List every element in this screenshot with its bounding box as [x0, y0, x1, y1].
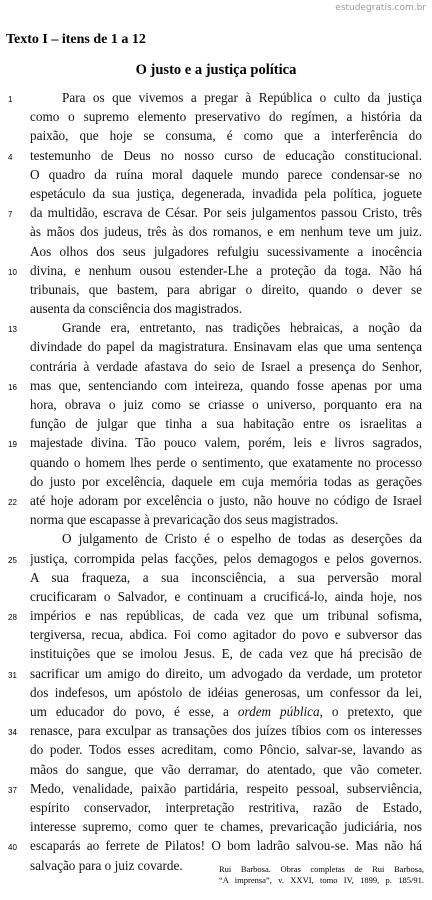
line-number: 10 [8, 267, 17, 277]
text-line [0, 644, 432, 663]
text-line [0, 261, 432, 280]
text-line [0, 357, 432, 376]
text-line [0, 299, 432, 318]
text-line [0, 88, 432, 107]
line-number: 1 [8, 95, 13, 104]
line-text: divindade do papel da magistratura. Ensinavam elas que uma sentença [30, 339, 422, 355]
line-text: Para os que vivemos a pregar à República o culto da justiça [62, 90, 422, 105]
line-text: da multidão, escrava de César. Por seis julgamentos passou Cristo, três [30, 205, 422, 221]
text-line [0, 606, 432, 625]
line-text: como o supremo elemento preservativo do regímen, a história da [30, 109, 422, 125]
text-line [0, 395, 432, 414]
line-text: um educador do povo, é esse, a ordem pública, o pretexto, que [30, 704, 422, 719]
line-text: O quadro da ruína moral daquele mundo parece condensar-se no [30, 166, 422, 182]
line-text: contrária à verdade afastava do seio de Israel a presença do Senhor, [30, 358, 422, 374]
line-number: 40 [8, 843, 17, 853]
line-text: A sua fraqueza, a sua inconsciência, a sua perversão moral [30, 569, 422, 585]
line-text: hora, obrava o juiz como se criasse o universo, porquanto era na [30, 397, 422, 412]
line-text: do poder. Todos esses acreditam, como Pôncio, salvar-se, lavando as [30, 742, 422, 758]
line-number: 4 [8, 152, 13, 162]
reference-line-1: Rui Barbosa. Obras completas de Rui Barbosa, [219, 864, 424, 874]
text-line [0, 107, 432, 126]
text-line [0, 433, 432, 452]
text-line [0, 146, 432, 165]
text-line [0, 203, 432, 222]
text-line [0, 242, 432, 261]
line-text: ausenta da consciência dos magistrados. [30, 301, 243, 317]
text-line [0, 453, 432, 472]
line-text: paixão, que hoje se consuma, é como que a interferência do [30, 128, 422, 144]
text-line [0, 568, 432, 587]
line-text: quando o homem lhes perde o sentimento, que exatamente no processo [30, 454, 422, 470]
line-text: Grande era, entretanto, nas tradições hebraicas, a noção da [62, 320, 422, 336]
text-line [0, 740, 432, 759]
line-text: até hoje adoram por excelência o justo, não houve no código de Israel [30, 492, 422, 508]
line-number: 19 [8, 440, 17, 450]
line-number: 16 [8, 382, 17, 392]
line-text: divina, e nenhum ousou estender-Lhe a proteção da toga. Não há [30, 262, 422, 278]
line-text: O julgamento de Cristo é o espelho de todas as deserções da [62, 531, 422, 547]
text-line [0, 760, 432, 779]
italic-phrase: ordem pública [237, 704, 320, 719]
line-text: mãos do sangue, que vão derramar, do atentado, que vão cometer. [30, 761, 422, 777]
text-line [0, 798, 432, 817]
text-line [0, 664, 432, 683]
line-text: renasce, para exculpar as transações dos juízes tíbios com os interesses [30, 723, 422, 739]
source-reference [219, 864, 424, 886]
line-text: Aos olhos dos seus julgadores refulgiu sucessivamente a inocência [30, 243, 422, 259]
line-text: sacrificar um amigo do direito, um advogado da verdade, um protetor [30, 665, 422, 681]
text-line [0, 472, 432, 491]
line-number: 34 [8, 728, 17, 738]
line-text: norma que escapasse à prevaricação dos seus magistrados. [30, 512, 339, 528]
line-text: tergiversa, recua, abdica. Foi como agitador do povo e subversor das [30, 627, 422, 643]
line-text: espírito conservador, interpretação restritiva, razão de Estado, [30, 799, 422, 815]
line-text: espetáculo da sua justiça, degenerada, invadida pela política, joguete [30, 185, 422, 201]
line-number: 25 [8, 555, 17, 565]
text-line [0, 549, 432, 568]
line-number: 13 [8, 325, 17, 335]
text-line [0, 184, 432, 203]
section-label: Texto I – itens de 1 a 12 [6, 32, 146, 47]
line-text: crucificaram o Salvador, e continuam a crucificá-lo, ainda hoje, nos [30, 588, 422, 604]
text-line [0, 721, 432, 740]
line-number: 37 [8, 785, 17, 795]
text-line [0, 222, 432, 241]
line-text: às mãos dos judeus, três às dos romanos, e em nenhum teve um juiz. [30, 224, 422, 240]
line-text: testemunho de Deus no nosso curso de educação constitucional. [30, 147, 422, 163]
text-line [0, 165, 432, 184]
text-line [0, 683, 432, 702]
text-line [0, 280, 432, 299]
line-number: 31 [8, 670, 17, 680]
text-line [0, 126, 432, 145]
text-line [0, 318, 432, 337]
text-line [0, 587, 432, 606]
line-text: salvação para o juiz covarde. [30, 857, 183, 873]
line-text: justiça, corrompida pelas facções, pelos demagogos e pelos governos. [30, 550, 422, 566]
line-text: do justo por excelência, daquele em cuja memória todas as gerações [30, 473, 422, 489]
line-text: impérios e nas repúblicas, de cada vez que um tribunal sofisma, [30, 608, 422, 624]
line-text: função de julgar que tinha a sua habitação entre os israelitas a [30, 416, 422, 432]
reference-line-2: “A imprensa”, v. XXVI, tomo IV, 1899, p. 185/91. [219, 875, 424, 885]
line-text: majestade divina. Tão pouco valem, porém, leis e livros sagrados, [30, 435, 422, 451]
line-text: mas que, sentenciando com inteireza, quando fosse apenas por uma [30, 377, 422, 393]
text-line [0, 702, 432, 721]
line-text: escaparás ao ferrete de Pilatos! O bom ladrão salvou-se. Mas não há [30, 838, 422, 854]
line-text: instituições que se imolou Jesus. E, de cada vez que há precisão de [30, 646, 422, 662]
line-text: dos indefesos, um apóstolo de idéias generosas, um confessor da lei, [30, 684, 422, 700]
line-text: Medo, venalidade, paixão partidária, respeito pessoal, subserviência, [30, 780, 422, 796]
text-body [0, 88, 432, 875]
text-line [0, 491, 432, 510]
text-title: O justo e a justiça política [135, 62, 297, 78]
text-line [0, 414, 432, 433]
text-line [0, 337, 432, 356]
line-text: tribunais, que bastem, para abrigar o direito, quando o dever se [30, 281, 422, 297]
text-line [0, 510, 432, 529]
line-text: interesse supremo, como quer te chames, prevaricação judiciária, nos [30, 819, 422, 835]
line-number: 22 [8, 497, 17, 507]
watermark: estudegratis.com.br [335, 3, 426, 13]
text-line [0, 836, 432, 855]
line-number: 28 [8, 613, 17, 623]
line-number: 7 [8, 210, 13, 220]
text-line [0, 529, 432, 548]
text-line [0, 817, 432, 836]
text-line [0, 779, 432, 798]
text-line [0, 625, 432, 644]
text-line [0, 376, 432, 395]
